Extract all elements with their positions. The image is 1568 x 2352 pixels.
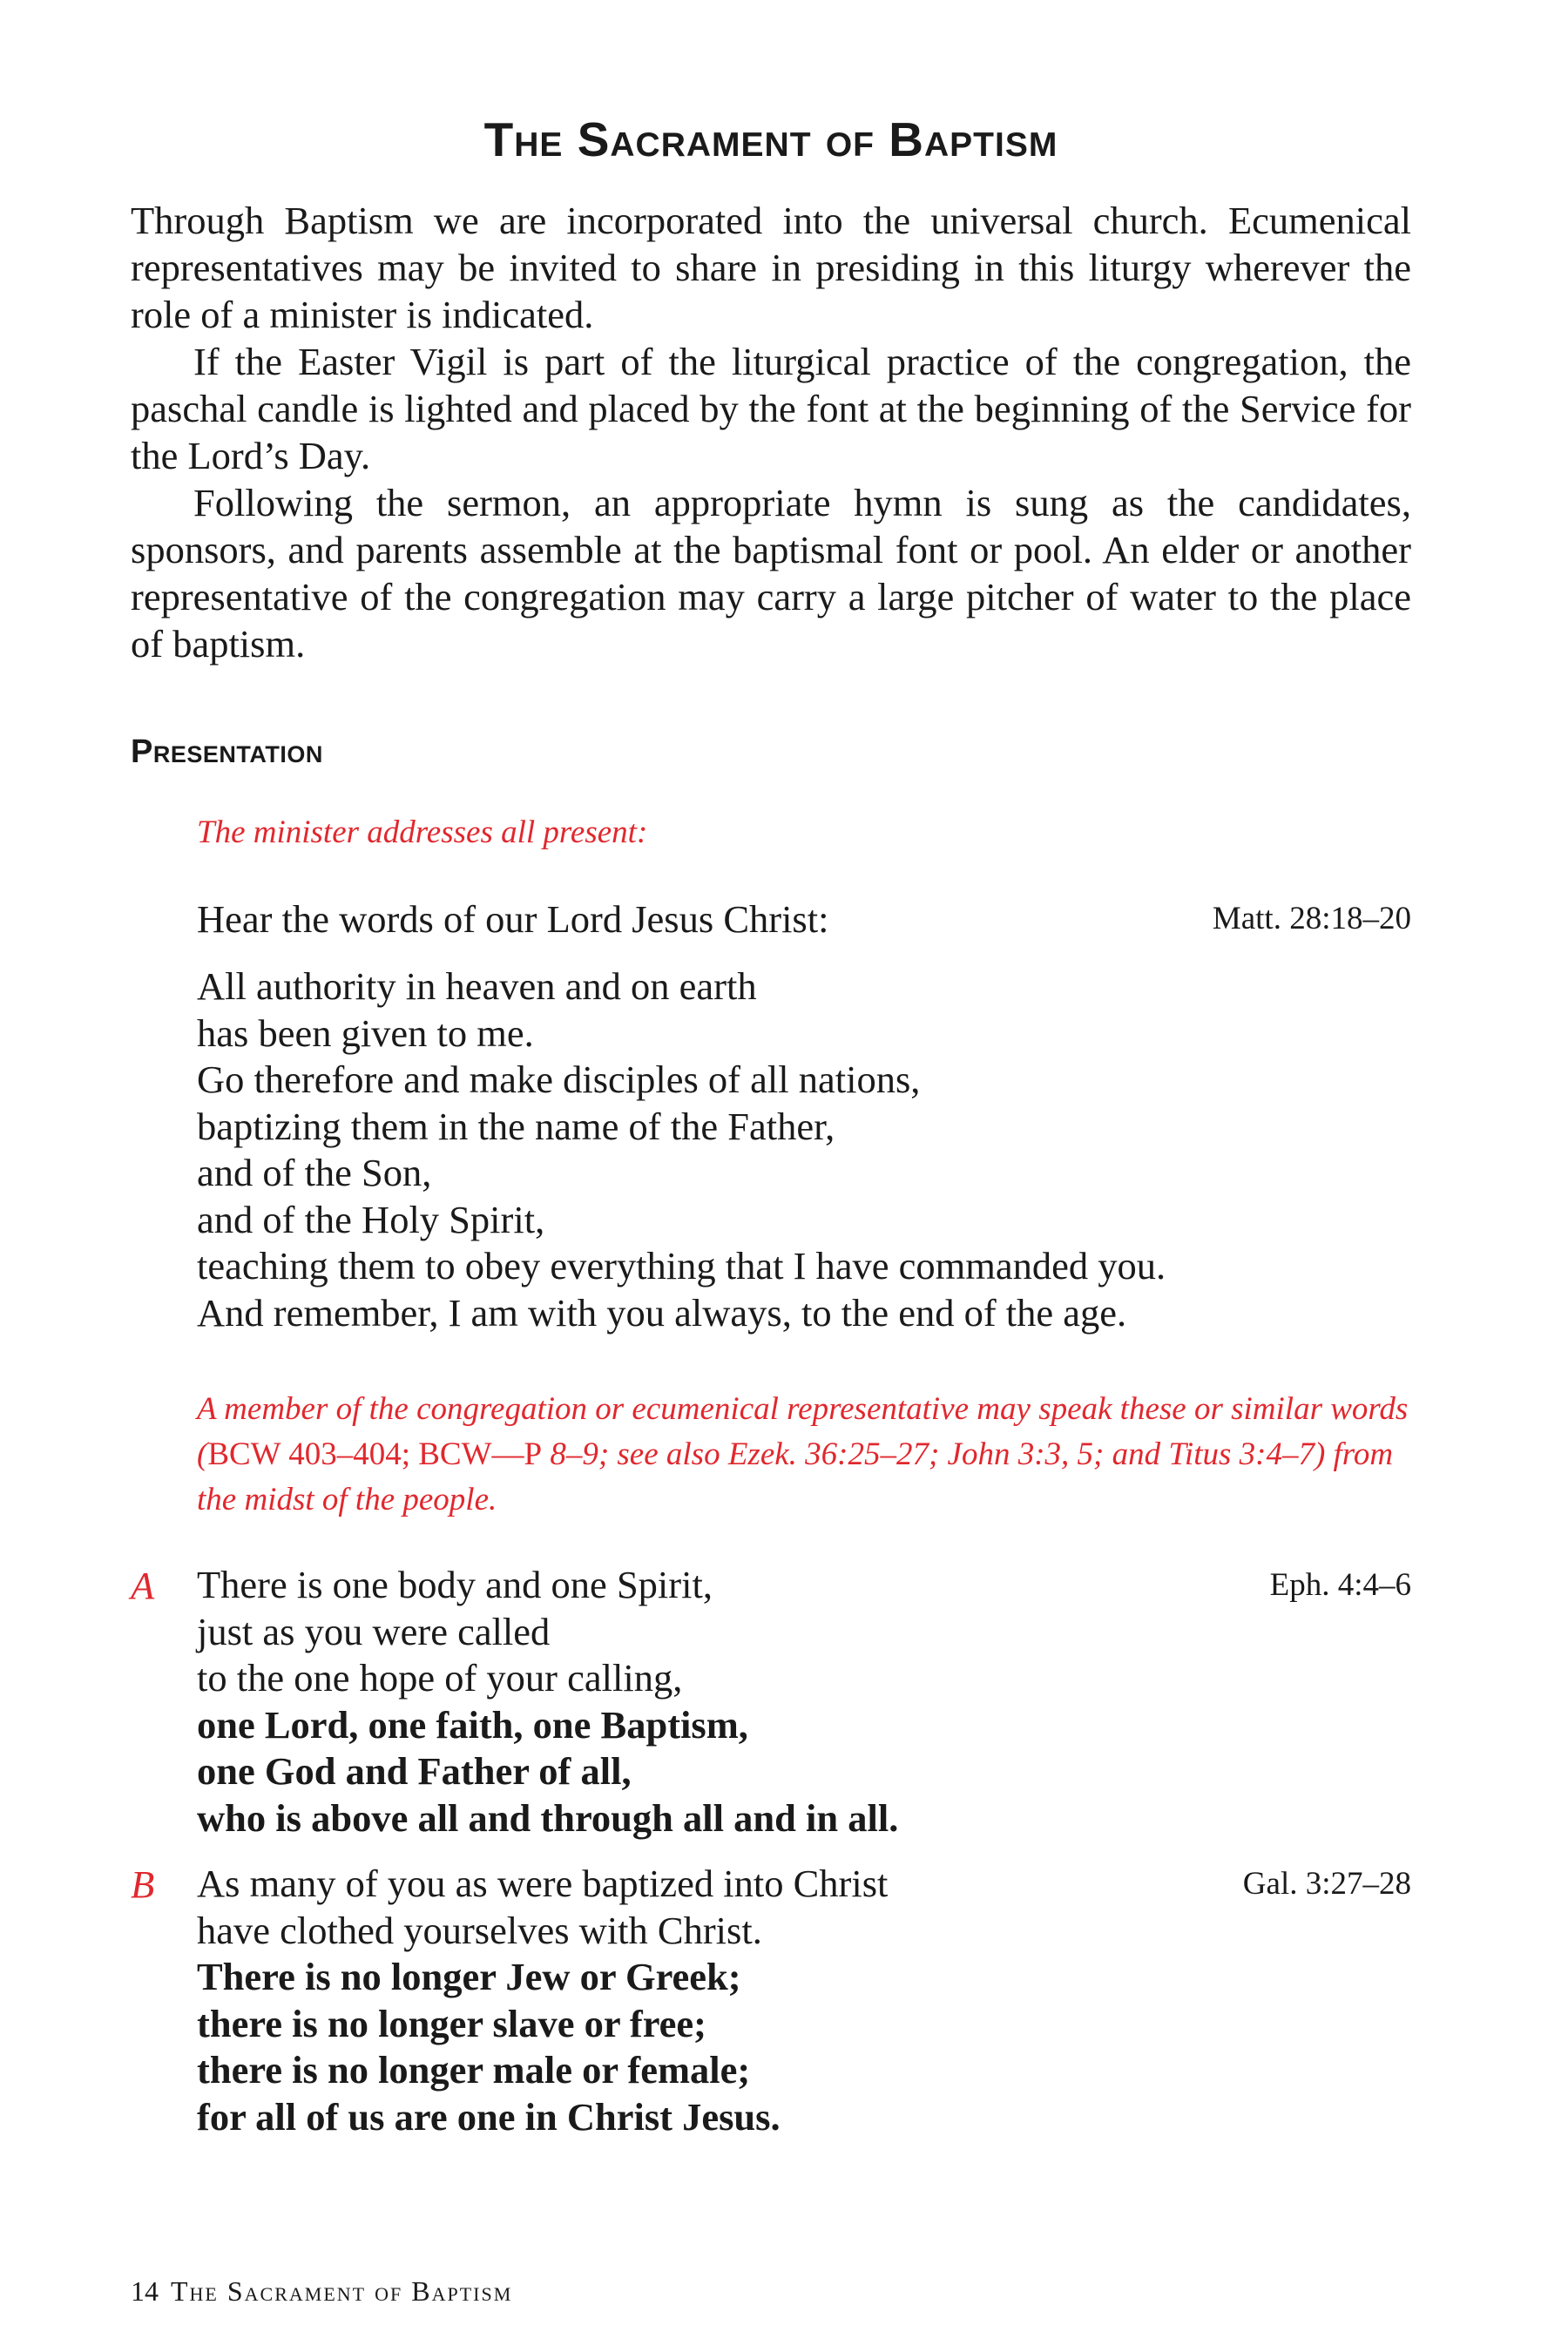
people-response-line: there is no longer slave or free; <box>197 2001 706 2045</box>
rubric-book-abbrev: BCW 403–404; BCW—P <box>207 1436 543 1472</box>
scripture-reference-ephesians: Eph. 4:4–6 <box>1269 1567 1411 1603</box>
people-response-line: one Lord, one faith, one Baptism, <box>197 1702 748 1747</box>
people-response-line: for all of us are one in Christ Jesus. <box>197 2094 781 2139</box>
page-footer <box>131 2274 512 2308</box>
leader-line: to the one hope of your calling, <box>197 1656 683 1700</box>
scripture-reference-matthew: Matt. 28:18–20 <box>1212 901 1411 936</box>
scripture-line: baptizing them in the name of the Father, <box>197 1104 835 1148</box>
intro-paragraph-3: Following the sermon, an appropriate hymn is sung as the candidates, sponsors, and parents assemble at the baptismal font or pool. An elder or another representative of the congregation may carry a large pitcher of water to the place of baptism. <box>131 481 1411 666</box>
section-heading-presentation: Presentation <box>131 733 323 770</box>
people-response-line: who is above all and through all and in all. <box>197 1795 899 1840</box>
option-a-passage <box>197 1562 1411 1842</box>
page-number: 14 <box>131 2275 159 2307</box>
rubric-part: A member of the congregation or ecumenical representative may speak these or similar words ( <box>197 1391 1409 1472</box>
scripture-line: And remember, I am with you always, to the end of the age. <box>197 1290 1127 1335</box>
intro-paragraph-1: Through Baptism we are incorporated into the universal church. Ecumenical representatives may be invited to share in presiding in this liturgy wherever the role of a minister is indicated. <box>131 199 1411 336</box>
hear-words-text: Hear the words of our Lord Jesus Christ: <box>197 897 829 941</box>
people-response-line: there is no longer male or female; <box>197 2048 751 2092</box>
leader-line: just as you were called <box>197 1609 551 1653</box>
scripture-line: has been given to me. <box>197 1010 534 1055</box>
scripture-line: Go therefore and make disciples of all nations, <box>197 1058 921 1101</box>
page-title: The Sacrament of Baptism <box>483 112 1058 166</box>
scripture-line: and of the Holy Spirit, <box>197 1197 545 1241</box>
option-letter-b: B <box>131 1862 155 1906</box>
option-b-passage <box>197 1861 1411 2140</box>
people-response-line: one God and Father of all, <box>197 1749 632 1793</box>
leader-line: There is one body and one Spirit, <box>197 1563 713 1606</box>
people-response-line: There is no longer Jew or Greek; <box>197 1955 741 1998</box>
scripture-passage-matthew <box>197 963 1411 1336</box>
rubric-part: 8–9; see also Ezek. 36:25–27; John 3:3, 5; and Titus 3:4–7) from the midst of the people. <box>197 1436 1394 1517</box>
option-letter-a: A <box>131 1564 155 1607</box>
intro-text <box>131 197 1411 667</box>
scripture-line: and of the Son, <box>197 1151 432 1194</box>
hear-words-line <box>197 896 1411 943</box>
leader-line: have clothed yourselves with Christ. <box>197 1908 762 1952</box>
page <box>131 0 1411 2352</box>
scripture-reference-galatians: Gal. 3:27–28 <box>1242 1866 1411 1902</box>
intro-paragraph-2: If the Easter Vigil is part of the liturgical practice of the congregation, the paschal candle is lighted and placed by the font at the beginning of the Service for the Lord’s Day. <box>131 340 1411 477</box>
scripture-line: teaching them to obey everything that I have commanded you. <box>197 1244 1166 1288</box>
running-title: The Sacrament of Baptism <box>171 2275 513 2307</box>
rubric-member-may-speak <box>197 1387 1411 1523</box>
scripture-line: All authority in heaven and on earth <box>197 964 757 1008</box>
rubric-minister-addresses: The minister addresses all present: <box>197 814 648 850</box>
leader-line: As many of you as were baptized into Christ <box>197 1862 889 1905</box>
